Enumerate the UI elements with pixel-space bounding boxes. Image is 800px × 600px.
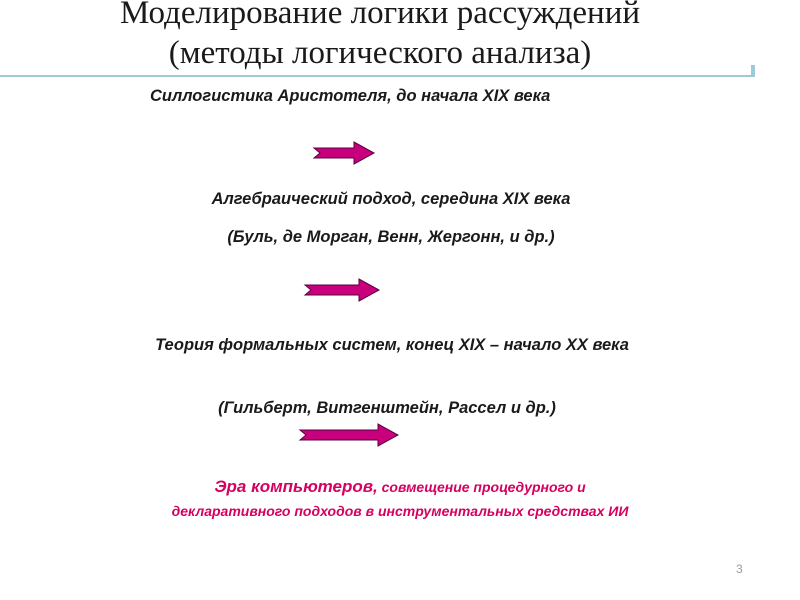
arrow-right-icon: [298, 423, 400, 447]
era-computers-line2: декларативного подходов в инструментальных средствах ИИ: [171, 503, 629, 519]
page-number: 3: [736, 562, 743, 576]
slide-title-line2: (методы логического анализа): [168, 35, 592, 71]
stage-formal-systems-authors: (Гильберт, Витгенштейн, Рассел и др.): [218, 399, 556, 417]
era-computers-lead: Эра компьютеров,: [214, 477, 378, 496]
arrow-right-icon: [303, 278, 381, 302]
slide-title-line1: Моделирование логики рассуждений: [119, 0, 641, 31]
stage-formal-systems: Теория формальных систем, конец XIX – начало XX века: [155, 336, 629, 354]
stage-aristotle: Силлогистика Аристотеля, до начала XIX века: [150, 87, 551, 105]
title-divider: [0, 75, 755, 77]
arrow-right-icon: [312, 141, 376, 165]
stage-algebraic-authors: (Буль, де Морган, Венн, Жергонн, и др.): [227, 228, 555, 246]
stage-algebraic: Алгебраический подход, cередина XIX века: [211, 190, 571, 208]
era-computers-line1: [0, 476, 800, 499]
era-computers-rest: совмещение процедурного и: [377, 479, 586, 495]
title-divider-tick: [751, 65, 755, 77]
